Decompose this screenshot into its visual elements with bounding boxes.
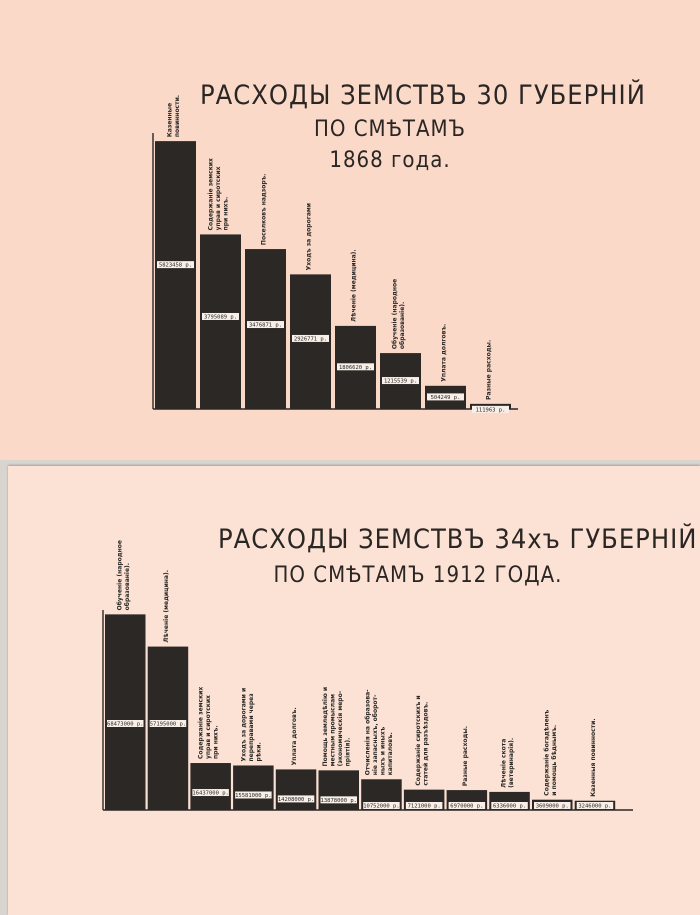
value-label-7: 7121000 р. [407,803,441,810]
category-label-line: пріятія). [344,737,352,767]
category-label-line: образованіе). [123,562,131,611]
category-label-line: (ветеринарія). [508,737,516,788]
value-label-0: 5823458 р. [158,262,193,269]
category-label-0 [116,540,131,610]
category-label-line: Разные расходы. [485,339,493,400]
value-label-6: 10752000 р. [363,803,400,810]
chart-sheet-1912 [8,466,700,915]
category-label-0 [167,95,182,137]
value-label-2: 3476871 р. [248,322,283,329]
category-label-line: при нихъ. [212,725,220,760]
category-label-4 [351,249,358,322]
value-label-11: 3246000 р. [578,803,612,810]
category-label-5 [322,687,352,766]
category-label-line: Казенныя повинности. [589,718,597,797]
category-label-line: и помощь бѣднымъ. [550,724,558,796]
bar-2 [245,249,286,409]
category-label-7 [486,340,493,400]
category-label-line: Казенные [166,102,174,138]
category-label-6 [441,324,448,382]
category-label-line: управ и сиротских [215,166,222,231]
category-label-10 [543,709,558,795]
category-label-1 [208,158,230,230]
category-label-line: образованіе). [399,301,406,350]
category-label-2 [198,687,220,759]
category-label-line: ніе запасныхъ, оборот- [371,694,379,776]
category-label-line: Разные расходы. [461,725,469,787]
bar-0 [155,141,196,409]
bar-chart-1912 [8,466,700,915]
category-label-8 [462,726,469,786]
value-label-4: 1806620 р. [338,364,373,371]
category-label-line: Уходъ за дорогами [305,202,313,271]
title-line-1: РАСХОДЫ ЗЕМСТВЪ 30 ГУБЕРНІЙ [200,80,646,111]
title-line-1: РАСХОДЫ ЗЕМСТВЪ 34хъ ГУБЕРНІЙ [218,524,698,555]
bar-1 [148,647,189,810]
value-label-10: 3609000 р. [535,803,569,810]
value-label-3: 2926771 р. [293,336,328,343]
category-label-11 [590,718,597,796]
category-label-line: Уплата долговъ. [440,323,448,382]
category-label-9 [501,738,516,788]
value-label-2: 16437000 р. [192,790,229,797]
category-label-line: местным промыслам [329,693,337,767]
category-label-1 [163,570,170,643]
category-label-4 [291,707,298,765]
value-label-1: 3795089 р. [203,314,238,321]
value-label-7: 111963 р. [475,407,506,414]
category-label-line: при нихъ. [222,196,230,231]
category-label-line: статей для разъѣздовъ. [422,701,430,786]
category-label-line: Содержаніе земских [197,686,205,760]
category-label-line: переправами через [247,693,255,762]
title-line-2: ПО СМѢТАМЪ [313,117,467,142]
category-label-2 [261,174,268,245]
category-label-line: повинности. [174,94,181,138]
category-label-3 [306,203,313,270]
category-label-line: Уходъ за дорогами и [240,687,248,762]
value-label-6: 504249 р. [430,394,461,401]
category-label-line: Содержаніе богадѣленъ [543,709,551,796]
value-label-1: 57195000 р. [149,721,187,728]
bar-5 [319,770,360,810]
category-label-line: Лѣченіе (медицина). [350,249,358,322]
category-label-line: Отчисленія на образова- [364,689,372,776]
category-label-5 [392,279,407,349]
bar-4 [276,769,317,810]
title-line-2: ПО СМѢТАМЪ 1912 ГОДА. [273,563,563,588]
category-label-6 [364,689,394,775]
category-label-line: Лѣченіе (медицина). [162,569,170,643]
category-label-line: Содержаніе сиротскихъ и [415,695,423,786]
category-label-line: ныхъ и иныхъ [379,726,387,776]
bar-1 [200,234,241,409]
value-label-9: 6336000 р. [492,803,527,810]
bar-2 [190,763,231,810]
category-label-line: Обученіе (народное [391,278,399,350]
bar-0 [105,614,146,810]
bar-3 [233,765,274,810]
category-label-line: управ и сиротских [205,695,213,760]
category-label-line: капиталовъ. [386,732,394,776]
value-label-5: 1215539 р. [383,378,418,385]
category-label-line: Помощь земледѣлію и [321,686,329,767]
value-label-3: 15581000 р. [235,792,272,799]
category-label-line: Обученіе (народное [116,540,124,611]
category-label-line: (экономическія меро- [336,690,344,767]
category-label-line: Лѣченіе скота [500,738,508,788]
category-label-3 [240,688,262,762]
value-label-8: 6970000 р. [450,803,484,810]
category-label-7 [415,695,430,785]
category-label-line: Содержаніе земских [207,158,215,231]
value-label-0: 68473000 р. [107,721,144,728]
title-line-3: 1868 года. [329,148,451,173]
category-label-line: рѣки. [255,742,263,762]
value-label-4: 14208000 р. [277,796,315,803]
category-label-line: Уплата долговъ. [291,707,299,766]
value-label-5: 13878000 р. [320,797,357,804]
category-label-line: Поселковъ надзоръ. [260,173,268,246]
